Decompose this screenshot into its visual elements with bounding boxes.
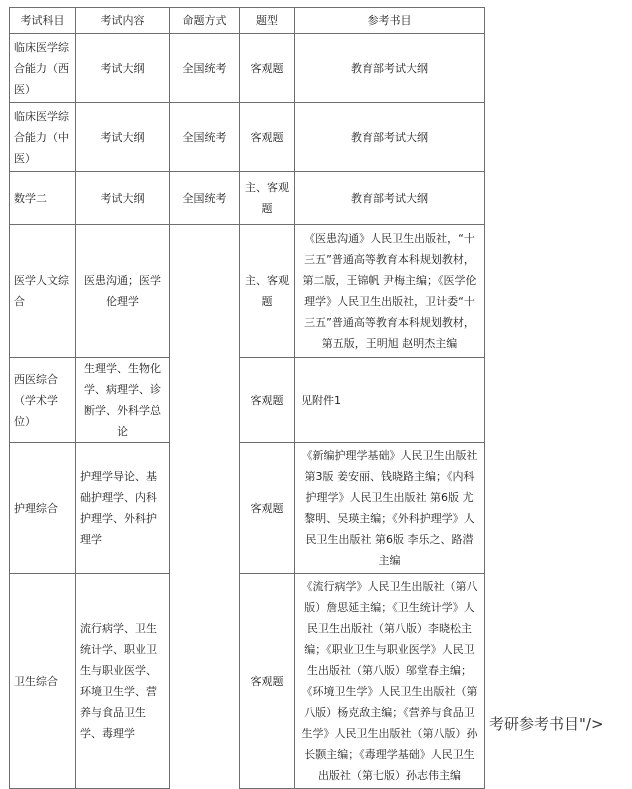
- table-row: [10, 443, 485, 574]
- cell-books: 教育部考试大纲: [295, 34, 485, 103]
- footer-note: 考研参考书目"/>: [489, 715, 604, 733]
- header-type: 题型: [240, 8, 295, 34]
- cell-subject: 卫生综合: [10, 574, 76, 789]
- cell-books: 教育部考试大纲: [295, 103, 485, 172]
- cell-books: 《医患沟通》人民卫生出版社，“十三五”普通高等教育本科规划教材，第二版，王锦帆 尹梅主编；《医学伦理学》人民卫生出版社，卫计委“十三五”普通高等教育本科规划教材，第五版，王明旭 赵明杰主编: [295, 225, 485, 358]
- cell-type: 客观题: [240, 34, 295, 103]
- cell-subject: 数学二: [10, 172, 76, 225]
- table-row: [10, 574, 485, 789]
- table-row: [10, 225, 485, 358]
- cell-method: 全国统考: [170, 172, 240, 225]
- table-row: [10, 103, 485, 172]
- cell-books: 《新编护理学基础》人民卫生出版社 第3版 姜安丽、钱晓路主编；《内科护理学》人民卫生出版社 第6版 尤黎明、吴瑛主编；《外科护理学》人民卫生出版社 第6版 李乐之、路潜主编: [295, 443, 485, 574]
- header-method: 命题方式: [170, 8, 240, 34]
- cell-type: 客观题: [240, 358, 295, 443]
- cell-subject: 临床医学综合能力（中医）: [10, 103, 76, 172]
- table-header-row: [10, 8, 485, 34]
- cell-subject: 西医综合（学术学位）: [10, 358, 76, 443]
- cell-subject: 临床医学综合能力（西医）: [10, 34, 76, 103]
- exam-subjects-table: [9, 7, 485, 789]
- table-row: [10, 172, 485, 225]
- cell-subject: 护理综合: [10, 443, 76, 574]
- cell-content: 考试大纲: [76, 172, 170, 225]
- cell-subject: 医学人文综合: [10, 225, 76, 358]
- cell-method: 全国统考: [170, 103, 240, 172]
- header-books: 参考书目: [295, 8, 485, 34]
- table-row: [10, 34, 485, 103]
- cell-type: 主、客观题: [240, 225, 295, 358]
- cell-type: 主、客观题: [240, 172, 295, 225]
- cell-method: 全国统考: [170, 34, 240, 103]
- cell-content: 生理学、生物化学、病理学、诊断学、外科学总论: [76, 358, 170, 443]
- cell-content: 考试大纲: [76, 103, 170, 172]
- cell-content: 护理学导论、基础护理学、内科护理学、外科护理学: [76, 443, 170, 574]
- cell-content: 流行病学、卫生统计学、职业卫生与职业医学、环境卫生学、营养与食品卫生学、毒理学: [76, 574, 170, 789]
- cell-books: 《流行病学》人民卫生出版社（第八版）詹思延主编；《卫生统计学》人民卫生出版社（第八版）李晓松主编；《职业卫生与职业医学》人民卫生出版社（第八版）邬堂春主编；《环境卫生学》人民卫生出版社（第八版）杨克敌主编；《营养与食品卫生学》人民卫生出版社（第八版）孙长颢主编；《毒理学基础》人民卫生出版社（第七版）孙志伟主编: [295, 574, 485, 789]
- cell-books: 见附件1: [295, 358, 485, 443]
- cell-content: 考试大纲: [76, 34, 170, 103]
- cell-content: 医患沟通；医学伦理学: [76, 225, 170, 358]
- cell-type: 客观题: [240, 574, 295, 789]
- cell-type: 客观题: [240, 103, 295, 172]
- cell-books: 教育部考试大纲: [295, 172, 485, 225]
- cell-method-empty: [170, 225, 240, 789]
- cell-type: 客观题: [240, 443, 295, 574]
- header-subject: 考试科目: [10, 8, 76, 34]
- header-content: 考试内容: [76, 8, 170, 34]
- table-row: [10, 358, 485, 443]
